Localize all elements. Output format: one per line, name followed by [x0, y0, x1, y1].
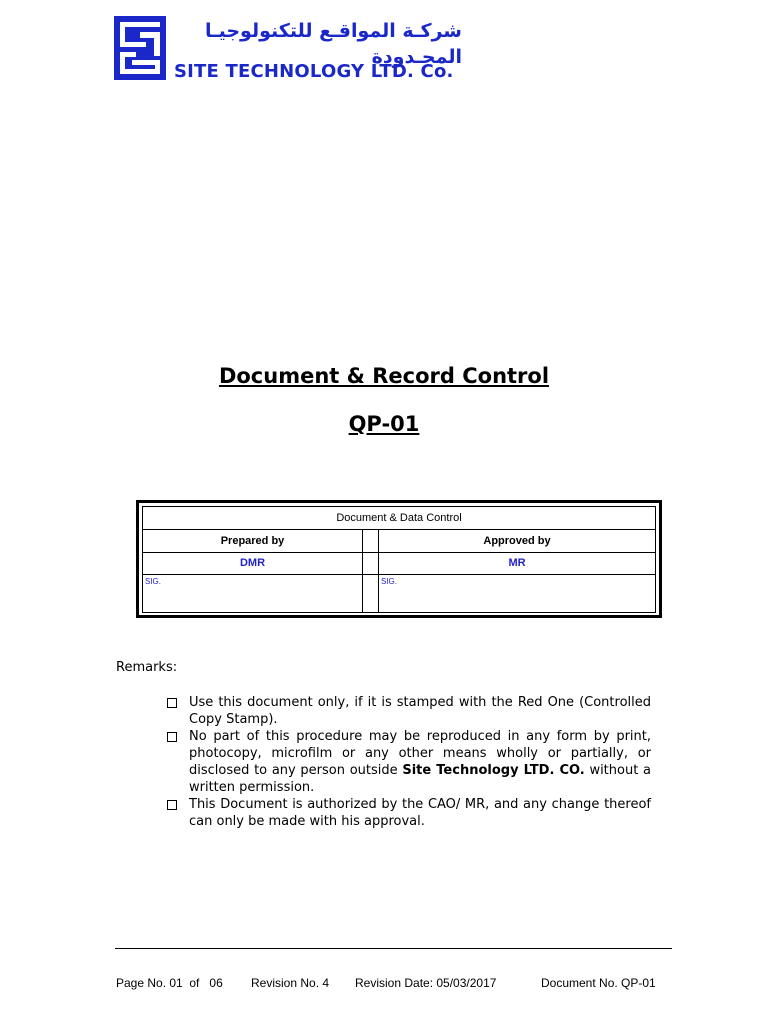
remark-item — [166, 796, 651, 830]
remark-text: This Document is authorized by the CAO/ MR, and any change thereof can only be made with his approval. — [189, 797, 651, 829]
document-code: QP-01 — [348, 412, 420, 436]
remark-item — [166, 694, 651, 728]
control-table-header: Document & Data Control — [143, 507, 655, 530]
remark-text-start: No part of this procedure may be reproduced in any form by print, photocopy, microfilm or any other means wholly or partially, or disclosed to any person outside — [189, 729, 651, 778]
prepared-column — [143, 530, 363, 612]
column-separator — [363, 530, 379, 612]
prepared-signature-label: SIG. — [145, 577, 162, 586]
approved-signature-label: SIG. — [381, 577, 398, 586]
document-control-table-inner — [142, 506, 656, 613]
checkbox-icon — [167, 800, 177, 810]
footer-document-number: Document No. QP-01 — [541, 976, 656, 990]
remarks-list — [166, 694, 651, 830]
company-name-arabic: شركـة المواقـع للتكنولوجيـا المحـدودة — [204, 20, 462, 68]
remark-company-name: Site Technology LTD. CO. — [402, 763, 585, 778]
checkbox-icon — [167, 732, 177, 742]
company-name-english: SITE TECHNOLOGY LTD. Co. — [174, 61, 454, 82]
remarks-label: Remarks: — [116, 660, 178, 675]
company-logo-mark-icon — [114, 16, 166, 80]
prepared-by-value: DMR — [143, 553, 362, 575]
company-logo — [114, 16, 474, 82]
remark-item — [166, 728, 651, 796]
checkbox-icon — [167, 698, 177, 708]
approved-by-value: MR — [379, 553, 655, 575]
footer-page-number: Page No. 01 of 06 — [116, 976, 223, 990]
footer-revision-date: Revision Date: 05/03/2017 — [355, 976, 497, 990]
remark-text-end: without a written permission. — [189, 763, 651, 795]
footer-revision-number: Revision No. 4 — [251, 976, 330, 990]
document-control-table — [136, 500, 662, 618]
remark-text: Use this document only, if it is stamped with the Red One (Controlled Copy Stamp). — [189, 695, 651, 727]
prepared-by-label: Prepared by — [143, 530, 362, 553]
document-title: Document & Record Control — [218, 364, 550, 388]
approved-column — [379, 530, 655, 612]
approved-by-label: Approved by — [379, 530, 655, 553]
separator-rule — [363, 552, 378, 553]
separator-rule — [363, 574, 378, 575]
footer-divider — [115, 948, 672, 949]
